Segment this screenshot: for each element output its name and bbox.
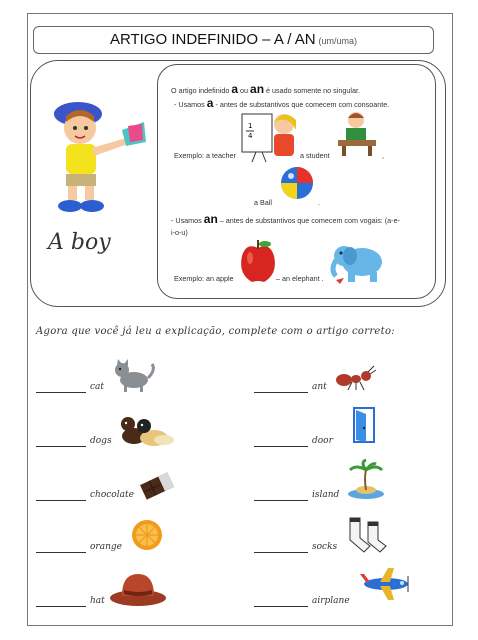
word-dogs: dogs (90, 436, 112, 446)
rule-an-text-1: - Usamos (171, 216, 202, 225)
boy-caption: A boy (48, 230, 111, 255)
rule-an-line (171, 212, 400, 226)
dogs-icon (118, 412, 176, 448)
answer-line[interactable] (36, 606, 86, 607)
word-ant: ant (312, 382, 327, 392)
page-title: ARTIGO INDEFINIDO – A / AN (109, 31, 316, 48)
example-an-apple: Exemplo: an apple (174, 274, 234, 283)
airplane-icon (358, 566, 414, 602)
cat-icon (112, 360, 156, 392)
intro-text-1: O artigo indefinido (171, 86, 230, 95)
intro-line (171, 82, 360, 96)
example-a-ball: a Ball (254, 198, 272, 207)
title-box (33, 26, 434, 54)
socks-icon (344, 516, 388, 556)
word-chocolate: chocolate (90, 490, 134, 500)
answer-line[interactable] (254, 392, 308, 393)
svg-text:4: 4 (248, 132, 253, 140)
orange-icon (130, 518, 164, 552)
intro-text-3: é usado somente no singular. (266, 86, 360, 95)
page-subtitle: (um/uma) (318, 36, 358, 46)
answer-line[interactable] (36, 446, 86, 447)
ball-icon (280, 166, 314, 200)
svg-text:1: 1 (248, 122, 253, 130)
rule-a-text-1: - Usamos (174, 100, 205, 109)
word-airplane: airplane (312, 596, 350, 606)
intro-article-a: a (231, 82, 239, 96)
rule-an-article: an (203, 212, 218, 226)
intro-article-an: an (250, 82, 265, 96)
answer-line[interactable] (254, 446, 308, 447)
answer-line[interactable] (254, 606, 308, 607)
example-a-teacher: Exemplo: a teacher (174, 151, 236, 160)
example-a-dot: . (318, 198, 320, 207)
word-orange: orange (90, 542, 122, 552)
student-icon (336, 110, 378, 158)
example-a-comma: , (382, 151, 384, 160)
ant-icon (334, 366, 376, 390)
boy-icon (48, 92, 148, 218)
answer-line[interactable] (36, 392, 86, 393)
door-icon (352, 406, 376, 444)
word-door: door (312, 436, 333, 446)
rule-an-text-2: – antes de substantivos que comecem com vogais: (a-e- (219, 216, 400, 225)
answer-line[interactable] (254, 552, 308, 553)
word-hat: hat (90, 596, 105, 606)
example-a-student: a student (300, 151, 330, 160)
hat-icon (108, 568, 168, 608)
apple-icon (238, 240, 278, 284)
rule-an-vowels: i-o-u) (171, 228, 188, 237)
answer-line[interactable] (254, 500, 308, 501)
example-an-elephant: – an elephant . (276, 274, 324, 283)
chocolate-icon (140, 474, 174, 498)
answer-line[interactable] (36, 500, 86, 501)
rule-a-article: a (206, 96, 214, 110)
elephant-icon (330, 240, 386, 284)
teacher-icon (240, 108, 300, 164)
word-island: island (312, 490, 340, 500)
word-cat: cat (90, 382, 105, 392)
word-socks: socks (312, 542, 338, 552)
rule-a-text-2: - antes de substantivos que comecem com consoante. (215, 100, 390, 109)
intro-text-2: ou (240, 86, 249, 95)
exercise-instruction: Agora que você já leu a explicação, complete com o artigo correto: (36, 326, 395, 337)
island-icon (346, 460, 386, 500)
answer-line[interactable] (36, 552, 86, 553)
